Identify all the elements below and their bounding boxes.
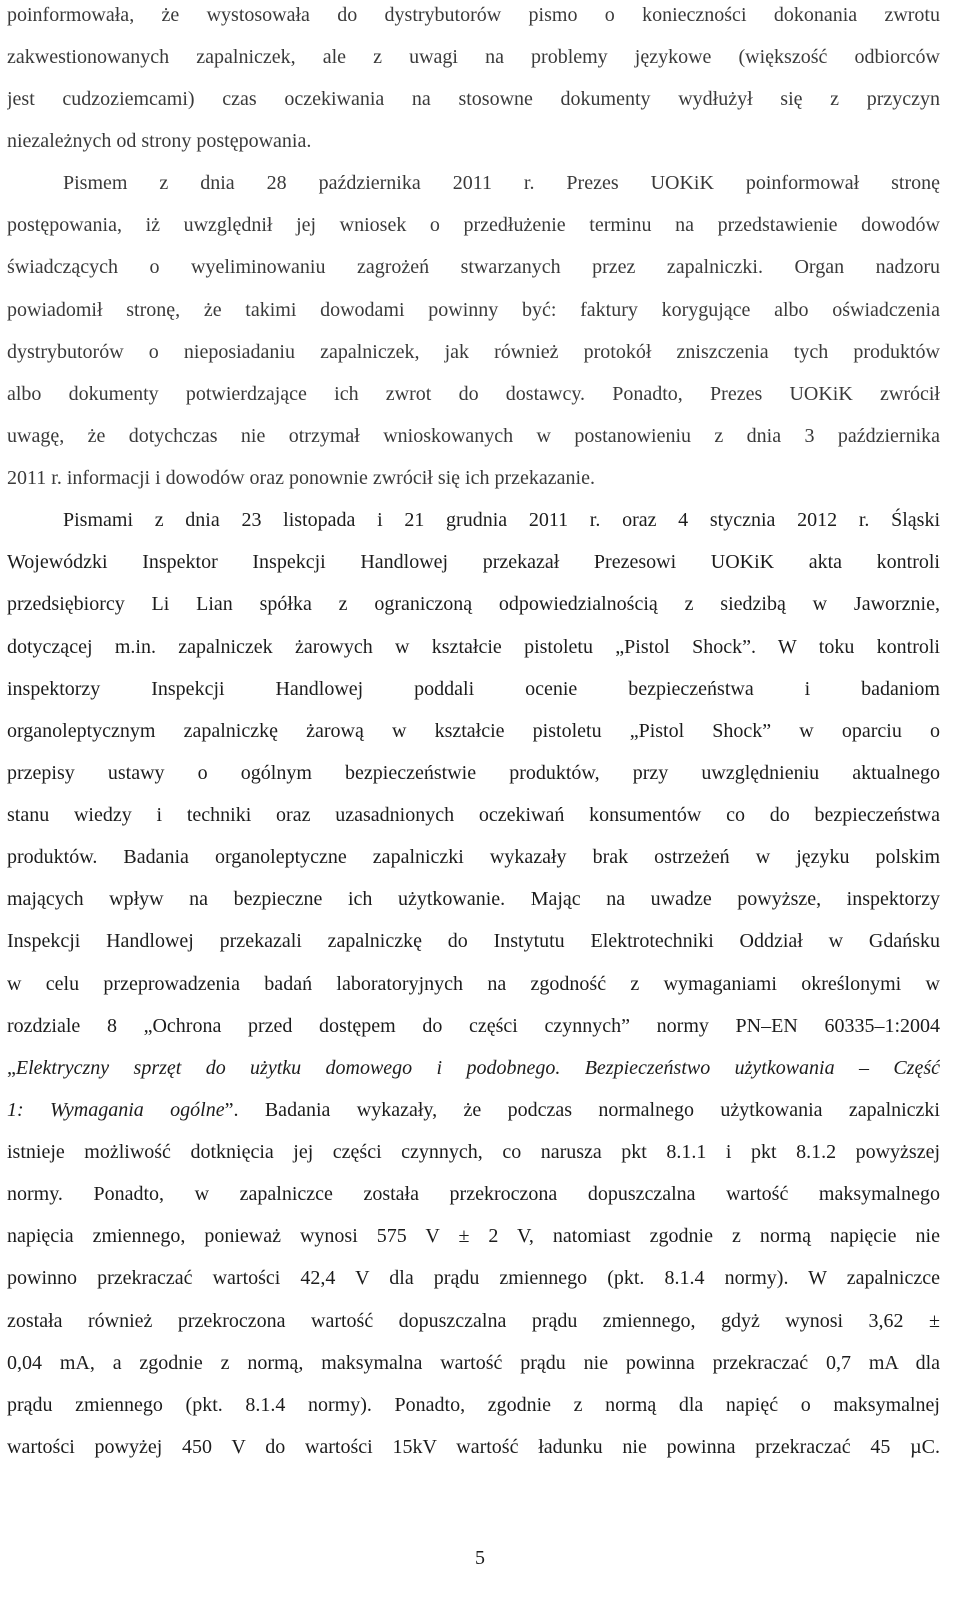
text-line: została również przekroczona wartość dopuszczalna prądu zmiennego, gdyż wynosi 3,62 ± [7, 1310, 940, 1332]
paragraph-start-line: Pismem z dnia 28 października 2011 r. Prezes UOKiK poinformował stronę [63, 172, 940, 194]
text-line: 2011 r. informacji i dowodów oraz ponownie zwrócił się ich przekazanie. [7, 467, 595, 489]
text-line: 0,04 mA, a zgodnie z normą, maksymalna wartość prądu nie powinna przekraczać 0,7 mA dla [7, 1352, 940, 1374]
norm-title-italic: 1: Wymagania ogólne [7, 1099, 225, 1121]
text-line: Inspekcji Handlowej przekazali zapalniczkę do Instytutu Elektrotechniki Oddział w Gdańsku [7, 930, 940, 952]
text-line: poinformowała, że wystosowała do dystrybutorów pismo o konieczności dokonania zwrotu [7, 4, 940, 26]
text-line: Wojewódzki Inspektor Inspekcji Handlowej przekazał Prezesowi UOKiK akta kontroli [7, 551, 940, 573]
text-line: normy. Ponadto, w zapalniczce została przekroczona dopuszczalna wartość maksymalnego [7, 1183, 940, 1205]
text-line: stanu wiedzy i techniki oraz uzasadnionych oczekiwań konsumentów co do bezpieczeństwa [7, 804, 940, 826]
text-line: dystrybutorów o nieposiadaniu zapalniczek, jak również protokół zniszczenia tych produktów [7, 341, 940, 363]
text-line: w celu przeprowadzenia badań laboratoryjnych na zgodność z wymaganiami określonymi w [7, 973, 940, 995]
norm-title-italic: Elektryczny sprzęt do użytku domowego i podobnego. Bezpieczeństwo użytkowania – Część [15, 1057, 940, 1079]
text-line: zakwestionowanych zapalniczek, ale z uwagi na problemy językowe (większość odbiorców [7, 46, 940, 68]
text-line: postępowania, iż uwzględnił jej wniosek o przedłużenie terminu na przedstawienie dowodów [7, 214, 940, 236]
text-line: produktów. Badania organoleptyczne zapalniczki wykazały brak ostrzeżeń w języku polskim [7, 846, 940, 868]
text-line: powinno przekraczać wartości 42,4 V dla prądu zmiennego (pkt. 8.1.4 normy). W zapalniczce [7, 1267, 940, 1289]
text-line: wartości powyżej 450 V do wartości 15kV wartość ładunku nie powinna przekraczać 45 µC. [7, 1436, 940, 1458]
text-line: niezależnych od strony postępowania. [7, 130, 312, 152]
text-line: prądu zmiennego (pkt. 8.1.4 normy). Ponadto, zgodnie z normą dla napięć o maksymalnej [7, 1394, 940, 1416]
text-line: przedsiębiorcy Li Lian spółka z ograniczoną odpowiedzialnością z siedzibą w Jaworznie, [7, 593, 940, 615]
text-line: świadczących o wyeliminowaniu zagrożeń stwarzanych przez zapalniczki. Organ nadzoru [7, 256, 940, 278]
text-line: powiadomił stronę, że takimi dowodami powinny być: faktury korygujące albo oświadczenia [7, 299, 940, 321]
text-line: jest cudzoziemcami) czas oczekiwania na stosowne dokumenty wydłużył się z przyczyn [7, 88, 940, 110]
text-line: organoleptycznym zapalniczkę żarową w kształcie pistoletu „Pistol Shock” w oparciu o [7, 720, 940, 742]
text-line: dotyczącej m.in. zapalniczek żarowych w kształcie pistoletu „Pistol Shock”. W toku kontroli [7, 636, 940, 658]
text-line: przepisy ustawy o ogólnym bezpieczeństwie produktów, przy uwzględnieniu aktualnego [7, 762, 940, 784]
paragraph-start-line: Pismami z dnia 23 listopada i 21 grudnia 2011 r. oraz 4 stycznia 2012 r. Śląski [63, 509, 940, 531]
text-line: rozdziale 8 „Ochrona przed dostępem do części czynnych” normy PN–EN 60335–1:2004 [7, 1015, 940, 1037]
text-line: mających wpływ na bezpieczne ich użytkowanie. Mając na uwadze powyższe, inspektorzy [7, 888, 940, 910]
text-line: istnieje możliwość dotknięcia jej części czynnych, co narusza pkt 8.1.1 i pkt 8.1.2 powyższej [7, 1141, 940, 1163]
text-line: napięcia zmiennego, ponieważ wynosi 575 V ± 2 V, natomiast zgodnie z normą napięcie nie [7, 1225, 940, 1247]
text-line-italic-title [7, 1053, 940, 1083]
opening-quote: „ [7, 1057, 16, 1079]
page-number: 5 [475, 1547, 485, 1569]
text-continuation: ”. Badania wykazały, że podczas normalnego użytkowania zapalniczki [224, 1099, 940, 1121]
text-line: inspektorzy Inspekcji Handlowej poddali ocenie bezpieczeństwa i badaniom [7, 678, 940, 700]
text-line: uwagę, że dotychczas nie otrzymał wnioskowanych w postanowieniu z dnia 3 października [7, 425, 940, 447]
text-line: albo dokumenty potwierdzające ich zwrot do dostawcy. Ponadto, Prezes UOKiK zwrócił [7, 383, 940, 405]
text-line-italic-title [7, 1095, 940, 1125]
